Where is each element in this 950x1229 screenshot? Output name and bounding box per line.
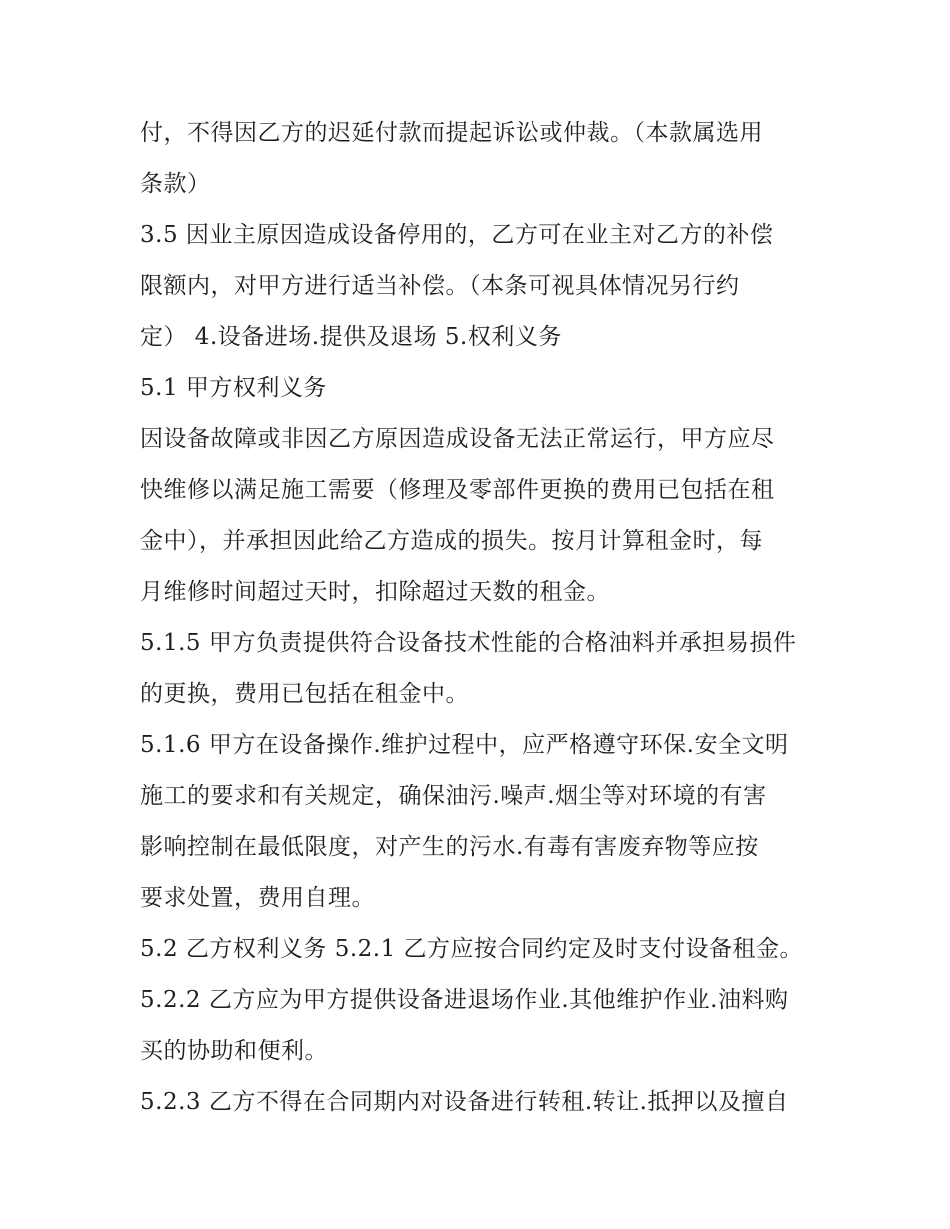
text-line: 买的协助和便利。 [140, 1038, 328, 1064]
text-line: 5.2.2 乙方应为甲方提供设备进退场作业.其他维护作业.油料购 [140, 987, 789, 1013]
text-line: 定） 4.设备进场.提供及退场 5.权利义务 [140, 324, 562, 350]
text-line: 5.1 甲方权利义务 [140, 375, 327, 401]
text-line: 3.5 因业主原因造成设备停用的，乙方可在业主对乙方的补偿 [140, 222, 774, 248]
text-line: 5.2.3 乙方不得在合同期内对设备进行转租.转让.抵押以及擅自 [140, 1089, 789, 1115]
text-line: 5.2 乙方权利义务 5.2.1 乙方应按合同约定及时支付设备租金。 [140, 936, 804, 962]
text-line: 快维修以满足施工需要（修理及零部件更换的费用已包括在租 [140, 477, 775, 503]
text-line: 限额内，对甲方进行适当补偿。（本条可视具体情况另行约 [140, 273, 740, 299]
text-line: 影响控制在最低限度，对产生的污水.有毒有害废弃物等应按 [140, 834, 759, 860]
text-line: 5.1.5 甲方负责提供符合设备技术性能的合格油料并承担易损件 [140, 630, 797, 656]
text-line: 施工的要求和有关规定，确保油污.噪声.烟尘等对环境的有害 [140, 783, 767, 809]
text-line: 金中），并承担因此给乙方造成的损失。按月计算租金时，每 [140, 528, 763, 554]
text-line: 要求处置，费用自理。 [140, 885, 375, 911]
text-line: 月维修时间超过天时，扣除超过天数的租金。 [140, 579, 610, 605]
text-line: 5.1.6 甲方在设备操作.维护过程中，应严格遵守环保.安全文明 [140, 732, 789, 758]
text-line: 付，不得因乙方的迟延付款而提起诉讼或仲裁。（本款属选用 [140, 120, 763, 146]
text-line: 的更换，费用已包括在租金中。 [140, 681, 469, 707]
text-line: 因设备故障或非因乙方原因造成设备无法正常运行，甲方应尽 [140, 426, 775, 452]
document-body [140, 108, 820, 1128]
text-line: 条款） [140, 171, 211, 197]
